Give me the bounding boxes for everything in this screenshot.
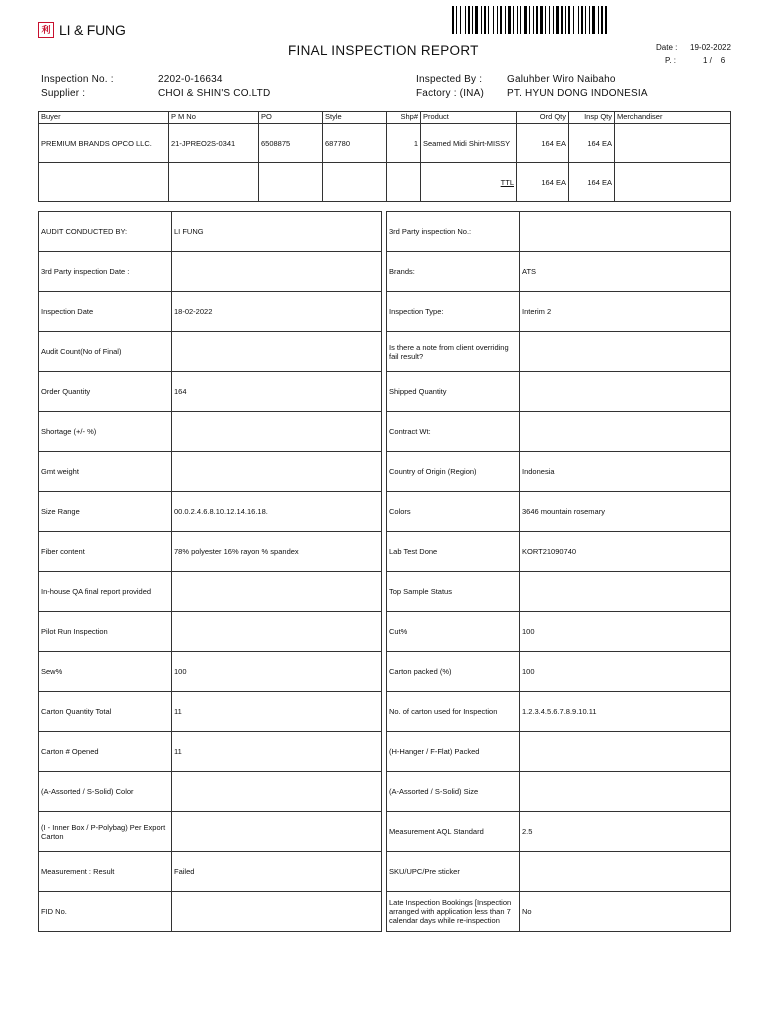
date-label: Date : xyxy=(656,43,678,52)
table-row xyxy=(39,572,382,612)
table-row xyxy=(39,412,382,452)
col-header-style: Style xyxy=(323,112,387,124)
table-row xyxy=(387,292,731,332)
table-row xyxy=(39,252,382,292)
field-label: (H-Hanger / F-Flat) Packed xyxy=(387,732,520,772)
pm-no-cell: 21-JPREO2S-0341 xyxy=(169,124,259,163)
table-row xyxy=(39,652,382,692)
field-value xyxy=(520,572,731,612)
field-value xyxy=(172,612,382,652)
field-label: Audit Count(No of Final) xyxy=(39,332,172,372)
factory-value: PT. HYUN DONG INDONESIA xyxy=(507,88,648,99)
table-row xyxy=(39,532,382,572)
field-value: Interim 2 xyxy=(520,292,731,332)
table-row xyxy=(39,812,382,852)
table-row xyxy=(39,372,382,412)
field-value: Indonesia xyxy=(520,452,731,492)
field-label: Measurement : Result xyxy=(39,852,172,892)
field-value: 11 xyxy=(172,732,382,772)
field-label: Contract Wt: xyxy=(387,412,520,452)
table-row xyxy=(387,892,731,932)
date-value: 19-02-2022 xyxy=(690,43,731,52)
table-row xyxy=(39,852,382,892)
table-row xyxy=(387,532,731,572)
field-label: Order Quantity xyxy=(39,372,172,412)
table-row xyxy=(387,412,731,452)
field-value: 11 xyxy=(172,692,382,732)
table-row xyxy=(387,732,731,772)
buyer-cell: PREMIUM BRANDS OPCO LLC. xyxy=(39,124,169,163)
field-label: FID No. xyxy=(39,892,172,932)
field-value xyxy=(172,772,382,812)
table-row xyxy=(39,124,731,163)
audit-table-left xyxy=(38,211,382,932)
table-row xyxy=(39,612,382,652)
field-value: KORT21090740 xyxy=(520,532,731,572)
field-label: Fiber content xyxy=(39,532,172,572)
field-value xyxy=(172,252,382,292)
field-value xyxy=(520,412,731,452)
col-header-buyer: Buyer xyxy=(39,112,169,124)
inspected-by-value: Galuhber Wiro Naibaho xyxy=(507,74,616,85)
field-value xyxy=(520,332,731,372)
table-row xyxy=(39,452,382,492)
table-row xyxy=(39,892,382,932)
supplier-value: CHOI & SHIN'S CO.LTD xyxy=(158,88,271,99)
table-row xyxy=(387,612,731,652)
col-header-pm-no: P M No xyxy=(169,112,259,124)
field-label: Pilot Run Inspection xyxy=(39,612,172,652)
field-value: LI FUNG xyxy=(172,212,382,252)
field-label: 3rd Party inspection Date : xyxy=(39,252,172,292)
field-value: 18-02-2022 xyxy=(172,292,382,332)
order-table-header-row xyxy=(39,112,731,124)
empty-cell xyxy=(169,163,259,202)
col-header-shp: Shp# xyxy=(387,112,421,124)
empty-cell xyxy=(323,163,387,202)
field-label: Inspection Type: xyxy=(387,292,520,332)
page-label: P. : xyxy=(665,56,676,65)
merchandiser-cell xyxy=(615,124,731,163)
inspection-no-label: Inspection No. : xyxy=(41,74,114,85)
field-value: 78% polyester 16% rayon % spandex xyxy=(172,532,382,572)
insp-qty-cell: 164 EA xyxy=(569,124,615,163)
company-logo xyxy=(38,22,126,38)
inspected-by-label: Inspected By : xyxy=(416,74,483,85)
field-label: 3rd Party inspection No.: xyxy=(387,212,520,252)
po-cell: 6508875 xyxy=(259,124,323,163)
barcode-icon xyxy=(450,6,730,34)
logo-mark-icon: 利 xyxy=(38,22,54,38)
table-row xyxy=(387,492,731,532)
field-label: AUDIT CONDUCTED BY: xyxy=(39,212,172,252)
field-label: Top Sample Status xyxy=(387,572,520,612)
field-value xyxy=(172,332,382,372)
field-label: (A-Assorted / S-Solid) Size xyxy=(387,772,520,812)
field-value xyxy=(172,572,382,612)
field-value: No xyxy=(520,892,731,932)
table-row xyxy=(387,772,731,812)
field-value xyxy=(520,852,731,892)
table-row xyxy=(387,652,731,692)
table-row xyxy=(387,692,731,732)
field-label: Brands: xyxy=(387,252,520,292)
table-row xyxy=(387,572,731,612)
col-header-po: PO xyxy=(259,112,323,124)
field-value xyxy=(520,732,731,772)
field-value xyxy=(520,372,731,412)
factory-label: Factory : (INA) xyxy=(416,88,485,99)
table-row xyxy=(387,332,731,372)
table-row xyxy=(39,772,382,812)
empty-cell xyxy=(387,163,421,202)
product-cell: Seamed Midi Shirt-MISSY xyxy=(421,124,517,163)
field-value: 164 xyxy=(172,372,382,412)
empty-cell xyxy=(259,163,323,202)
total-insp-qty: 164 EA xyxy=(569,163,615,202)
col-header-product: Product xyxy=(421,112,517,124)
field-value: Failed xyxy=(172,852,382,892)
supplier-label: Supplier : xyxy=(41,88,86,99)
col-header-merchandiser: Merchandiser xyxy=(615,112,731,124)
empty-cell xyxy=(615,163,731,202)
style-cell: 687780 xyxy=(323,124,387,163)
table-row xyxy=(387,212,731,252)
logo-text: LI & FUNG xyxy=(59,22,126,38)
field-label: Gmt weight xyxy=(39,452,172,492)
field-label: Size Range xyxy=(39,492,172,532)
field-label: Lab Test Done xyxy=(387,532,520,572)
field-label: (A-Assorted / S-Solid) Color xyxy=(39,772,172,812)
field-label: Carton packed (%) xyxy=(387,652,520,692)
table-row xyxy=(39,492,382,532)
field-label: Colors xyxy=(387,492,520,532)
field-value xyxy=(172,812,382,852)
field-label: Shipped Quantity xyxy=(387,372,520,412)
field-value xyxy=(520,772,731,812)
table-row xyxy=(39,212,382,252)
report-title: FINAL INSPECTION REPORT xyxy=(288,43,479,58)
field-label: Shortage (+/- %) xyxy=(39,412,172,452)
total-ord-qty: 164 EA xyxy=(517,163,569,202)
table-row xyxy=(387,372,731,412)
field-value: 100 xyxy=(520,612,731,652)
field-value xyxy=(172,892,382,932)
field-value: 1.2.3.4.5.6.7.8.9.10.11 xyxy=(520,692,731,732)
field-label: Country of Origin (Region) xyxy=(387,452,520,492)
field-value xyxy=(172,452,382,492)
ord-qty-cell: 164 EA xyxy=(517,124,569,163)
field-value xyxy=(520,212,731,252)
table-row xyxy=(39,332,382,372)
total-row xyxy=(39,163,731,202)
field-label: Is there a note from client overriding fail result? xyxy=(387,332,520,372)
total-label: TTL xyxy=(421,163,517,202)
col-header-ord-qty: Ord Qty xyxy=(517,112,569,124)
table-row xyxy=(387,812,731,852)
table-row xyxy=(39,732,382,772)
col-header-insp-qty: Insp Qty xyxy=(569,112,615,124)
field-label: In-house QA final report provided xyxy=(39,572,172,612)
table-row xyxy=(39,692,382,732)
table-row xyxy=(387,852,731,892)
field-label: No. of carton used for Inspection xyxy=(387,692,520,732)
field-value: 3646 mountain rosemary xyxy=(520,492,731,532)
table-row xyxy=(387,452,731,492)
field-label: Late Inspection Bookings [Inspection arranged with application less than 7 calendar days while re-inspection xyxy=(387,892,520,932)
empty-cell xyxy=(39,163,169,202)
field-label: (I - Inner Box / P-Polybag) Per Export Carton xyxy=(39,812,172,852)
field-value: 100 xyxy=(172,652,382,692)
field-value: 2.5 xyxy=(520,812,731,852)
field-label: Sew% xyxy=(39,652,172,692)
field-label: Inspection Date xyxy=(39,292,172,332)
field-value xyxy=(172,412,382,452)
page-value: 1 / 6 xyxy=(703,56,726,65)
shp-cell: 1 xyxy=(387,124,421,163)
field-label: SKU/UPC/Pre sticker xyxy=(387,852,520,892)
field-value: 100 xyxy=(520,652,731,692)
order-table xyxy=(38,111,731,202)
field-label: Cut% xyxy=(387,612,520,652)
table-row xyxy=(39,292,382,332)
table-row xyxy=(387,252,731,292)
field-value: 00.0.2.4.6.8.10.12.14.16.18. xyxy=(172,492,382,532)
audit-table-right xyxy=(386,211,731,932)
field-label: Measurement AQL Standard xyxy=(387,812,520,852)
inspection-no-value: 2202-0-16634 xyxy=(158,74,223,85)
field-label: Carton # Opened xyxy=(39,732,172,772)
field-label: Carton Quantity Total xyxy=(39,692,172,732)
field-value: ATS xyxy=(520,252,731,292)
